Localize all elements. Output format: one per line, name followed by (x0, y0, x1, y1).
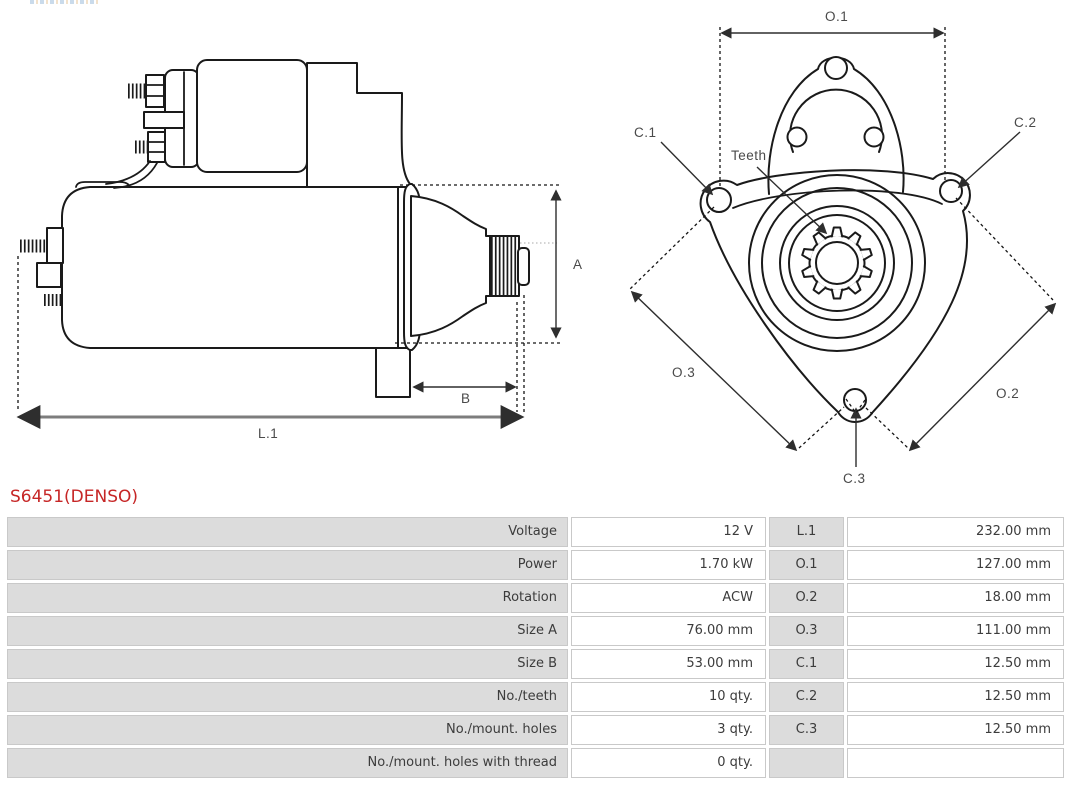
spec-value-cell: 12 V (571, 517, 766, 547)
spec-label-cell: No./teeth (7, 682, 568, 712)
dim-value-cell: 232.00 mm (847, 517, 1064, 547)
dim-value-cell (847, 748, 1064, 778)
dim-label-a: A (573, 257, 583, 272)
dim-label-cell: O.2 (769, 583, 844, 613)
dim-label-cell: C.3 (769, 715, 844, 745)
spec-value-cell: 3 qty. (571, 715, 766, 745)
arch-left-hole (788, 128, 807, 147)
drive-housing-bracket (307, 63, 410, 187)
spec-label-cell: Size B (7, 649, 568, 679)
dim-label-cell: C.1 (769, 649, 844, 679)
table-row (7, 682, 1064, 712)
dim-value-cell: 127.00 mm (847, 550, 1064, 580)
dim-value-cell: 111.00 mm (847, 616, 1064, 646)
dim-value-cell: 12.50 mm (847, 649, 1064, 679)
spec-value-cell: 1.70 kW (571, 550, 766, 580)
arch-right-hole (865, 128, 884, 147)
front-view-diagram (612, 0, 1080, 500)
table-row (7, 550, 1064, 580)
spec-value-cell: 0 qty. (571, 748, 766, 778)
dim-label-l1: L.1 (258, 426, 279, 441)
table-row (7, 715, 1064, 745)
dim-arrow-o3 (632, 292, 796, 450)
dim-label-cell: O.3 (769, 616, 844, 646)
mount-hole-c2 (940, 180, 962, 202)
spec-label-cell: Size A (7, 616, 568, 646)
dim-value-cell: 12.50 mm (847, 715, 1064, 745)
table-row (7, 748, 1064, 778)
spec-value-cell: 10 qty. (571, 682, 766, 712)
dim-label-cell: L.1 (769, 517, 844, 547)
spec-label-cell: No./mount. holes with thread (7, 748, 568, 778)
spec-label-cell: Voltage (7, 517, 568, 547)
dim-label-cell: O.1 (769, 550, 844, 580)
table-row (7, 649, 1064, 679)
dim-label-b: B (461, 391, 471, 406)
dim-arrow-o2 (910, 304, 1055, 450)
shaft-tip (518, 248, 529, 285)
dim-label-c1: C.1 (634, 125, 657, 140)
spec-value-cell: 76.00 mm (571, 616, 766, 646)
dim-value-cell: 18.00 mm (847, 583, 1064, 613)
spec-value-cell: ACW (571, 583, 766, 613)
solenoid (197, 60, 307, 172)
dim-value-cell: 12.50 mm (847, 682, 1064, 712)
dim-label-o3: O.3 (672, 365, 696, 380)
table-row (7, 616, 1064, 646)
dim-label-cell: C.2 (769, 682, 844, 712)
spec-label-cell: Power (7, 550, 568, 580)
teeth-label: Teeth (731, 148, 767, 163)
spec-value-cell: 53.00 mm (571, 649, 766, 679)
drive-bell (411, 196, 491, 336)
pinion-gear (802, 228, 873, 299)
dim-label-c3: C.3 (843, 471, 866, 486)
part-number: S6451(DENSO) (10, 487, 139, 507)
arch-top-hole (825, 57, 847, 79)
spec-table (7, 517, 1064, 781)
mounting-foot (376, 348, 410, 397)
motor-body (62, 187, 398, 348)
dim-label-o1: O.1 (825, 9, 849, 24)
dim-label-c2: C.2 (1014, 115, 1037, 130)
spec-label-cell: Rotation (7, 583, 568, 613)
spec-label-cell: No./mount. holes (7, 715, 568, 745)
dim-label-o2: O.2 (996, 386, 1020, 401)
dim-label-cell (769, 748, 844, 778)
table-row (7, 583, 1064, 613)
side-view-diagram (0, 0, 610, 460)
table-row (7, 517, 1064, 547)
